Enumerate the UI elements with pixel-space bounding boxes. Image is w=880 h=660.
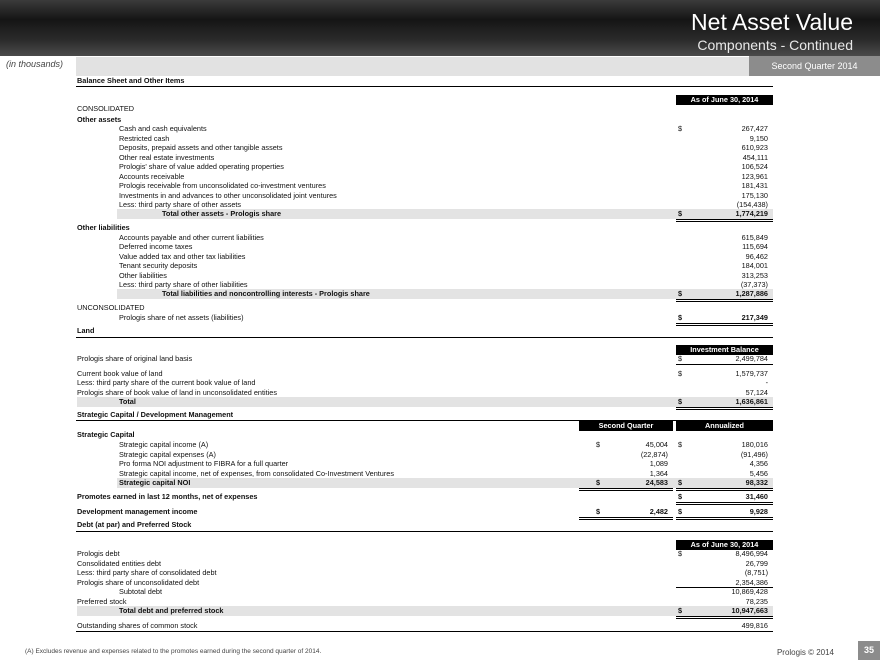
footnote: (A) Excludes revenue and expenses related to the promotes earned during the second quarter of 2014. — [25, 648, 322, 655]
original-land-label: Prologis share of original land basis — [77, 354, 193, 363]
noi-a-value: 98,332 — [745, 478, 768, 487]
row-label: Cash and cash equivalents — [119, 124, 207, 133]
outstanding-shares-value: 499,816 — [741, 621, 768, 630]
row-value: 57,124 — [745, 388, 768, 397]
row-value: 181,431 — [741, 181, 768, 190]
promotes-dollar: $ — [678, 492, 683, 501]
row-value: 2,354,386 — [735, 578, 768, 587]
devmgmt-label: Development management income — [77, 507, 198, 516]
land-total-value: 1,636,861 — [735, 397, 768, 406]
row-a-dollar: $ — [678, 440, 683, 449]
row-dollar: $ — [678, 124, 683, 133]
total-row-shade — [77, 397, 773, 407]
debt-total-label: Total debt and preferred stock — [119, 606, 224, 615]
column-header-asof: As of June 30, 2014 — [676, 95, 773, 105]
row-label: Less: third party share of the current book value of land — [77, 378, 256, 387]
total-other-assets-label: Total other assets - Prologis share — [162, 209, 282, 218]
page-header — [0, 0, 880, 56]
row-value: 10,869,428 — [731, 587, 768, 596]
row-label: Deposits, prepaid assets and other tangible assets — [119, 143, 283, 152]
row-label: Investments in and advances to other unconsolidated joint ventures — [119, 191, 337, 200]
row-label: Strategic capital expenses (A) — [119, 450, 216, 459]
original-land-value: 2,499,784 — [735, 354, 768, 363]
row-a-value: 4,356 — [749, 459, 768, 468]
row-value: 26,799 — [745, 559, 768, 568]
row-value: 123,961 — [741, 172, 768, 181]
net-assets-value: 217,349 — [741, 313, 768, 322]
row-value: 610,923 — [741, 143, 768, 152]
promotes-value: 31,460 — [745, 492, 768, 501]
land-total-dollar: $ — [678, 397, 683, 406]
total-liabilities-label: Total liabilities and noncontrolling interests - Prologis share — [162, 289, 370, 298]
noi-a-dollar: $ — [678, 478, 683, 487]
row-a-value: (91,496) — [740, 450, 768, 459]
row-value: 1,579,737 — [735, 369, 768, 378]
row-label: Prologis' share of value added operating properties — [119, 162, 284, 171]
row-value: (154,438) — [736, 200, 768, 209]
row-label: Accounts payable and other current liabilities — [119, 233, 264, 242]
units-note: (in thousands) — [6, 59, 64, 69]
row-q-value: 1,089 — [649, 459, 668, 468]
row-label: Subtotal debt — [119, 587, 163, 596]
row-label: Less: third party share of consolidated debt — [77, 568, 217, 577]
total-liabilities-value: 1,287,886 — [735, 289, 768, 298]
land-heading: Land — [77, 326, 95, 335]
net-assets-dollar: $ — [678, 313, 683, 322]
row-value: 9,150 — [749, 134, 768, 143]
copyright: Prologis © 2014 — [776, 648, 834, 657]
promotes-label: Promotes earned in last 12 months, net of expenses — [77, 492, 258, 501]
row-a-value: 5,456 — [749, 469, 768, 478]
row-value: 115,694 — [742, 242, 768, 251]
row-label: Accounts receivable — [119, 172, 185, 181]
page-title: Net Asset Value — [691, 9, 853, 35]
debt-total-dollar: $ — [678, 606, 683, 615]
original-land-dollar: $ — [678, 354, 683, 363]
row-value: (8,751) — [744, 568, 768, 577]
row-q-value: 45,004 — [645, 440, 668, 449]
row-value: 175,130 — [741, 191, 768, 200]
row-value: 8,496,994 — [735, 549, 768, 558]
row-value: 267,427 — [741, 124, 768, 133]
row-dollar: $ — [678, 549, 683, 558]
devmgmt-a-value: 9,928 — [749, 507, 768, 516]
row-label: Other real estate investments — [119, 153, 215, 162]
devmgmt-a-dollar: $ — [678, 507, 683, 516]
page-number: 35 — [858, 641, 880, 660]
row-value: 96,462 — [745, 252, 768, 261]
column-header-debt-asof: As of June 30, 2014 — [676, 540, 773, 550]
other-assets-heading: Other assets — [77, 115, 122, 124]
row-label: Current book value of land — [77, 369, 163, 378]
noi-q-dollar: $ — [596, 478, 601, 487]
row-label: Strategic capital income (A) — [119, 440, 209, 449]
row-label: Preferred stock — [77, 597, 127, 606]
row-value: - — [765, 378, 768, 387]
land-total-label: Total — [119, 397, 136, 406]
debt-heading: Debt (at par) and Preferred Stock — [77, 520, 192, 529]
page-subtitle: Components - Continued — [697, 37, 853, 53]
row-label: Value added tax and other tax liabilities — [119, 252, 246, 261]
section-rule — [76, 86, 773, 87]
other-liabilities-heading: Other liabilities — [77, 223, 130, 232]
devmgmt-q-value: 2,482 — [649, 507, 668, 516]
row-label: Prologis receivable from unconsolidated co-investment ventures — [119, 181, 326, 190]
quarter-badge: Second Quarter 2014 — [749, 56, 880, 76]
column-header-investment: Investment Balance — [676, 345, 773, 355]
row-q-value: 1,364 — [649, 469, 668, 478]
column-header-quarter: Second Quarter — [579, 421, 673, 431]
total-dollar: $ — [678, 209, 683, 218]
row-value: 184,001 — [741, 261, 768, 270]
row-label: Pro forma NOI adjustment to FIBRA for a full quarter — [119, 459, 289, 468]
row-a-value: 180,016 — [741, 440, 768, 449]
devmgmt-q-dollar: $ — [596, 507, 601, 516]
strategic-noi-label: Strategic capital NOI — [119, 478, 191, 487]
total-dollar: $ — [678, 289, 683, 298]
total-row-shade — [117, 478, 773, 488]
row-value: 615,849 — [741, 233, 768, 242]
consolidated-label: CONSOLIDATED — [77, 104, 135, 113]
row-value: 313,253 — [741, 271, 768, 280]
row-label: Prologis share of unconsolidated debt — [77, 578, 200, 587]
noi-q-value: 24,583 — [645, 478, 668, 487]
row-q-value: (22,874) — [640, 450, 668, 459]
strategic-heading: Strategic Capital / Development Management — [77, 410, 234, 419]
debt-total-value: 10,947,663 — [731, 606, 768, 615]
row-value: 78,235 — [745, 597, 768, 606]
row-dollar: $ — [678, 369, 683, 378]
section-title: Balance Sheet and Other Items — [77, 76, 185, 85]
row-value: (37,373) — [740, 280, 768, 289]
net-assets-label: Prologis share of net assets (liabilities) — [119, 313, 244, 322]
row-label: Restricted cash — [119, 134, 170, 143]
row-label: Less: third party share of other liabilities — [119, 280, 248, 289]
total-other-assets-value: 1,774,219 — [735, 209, 768, 218]
row-value: 454,111 — [742, 153, 768, 162]
row-label: Tenant security deposits — [119, 261, 198, 270]
row-label: Prologis debt — [77, 549, 120, 558]
unconsolidated-label: UNCONSOLIDATED — [77, 303, 145, 312]
row-label: Less: third party share of other assets — [119, 200, 242, 209]
row-value: 106,524 — [741, 162, 768, 171]
outstanding-shares-label: Outstanding shares of common stock — [77, 621, 198, 630]
row-label: Deferred income taxes — [119, 242, 193, 251]
strategic-capital-subheading: Strategic Capital — [77, 430, 135, 439]
column-header-annualized: Annualized — [676, 421, 773, 431]
row-label: Prologis share of book value of land in unconsolidated entities — [77, 388, 277, 397]
row-label: Other liabilities — [119, 271, 167, 280]
row-label: Strategic capital income, net of expenses, from consolidated Co-Investment Ventures — [119, 469, 394, 478]
row-q-dollar: $ — [596, 440, 601, 449]
row-label: Consolidated entities debt — [77, 559, 161, 568]
